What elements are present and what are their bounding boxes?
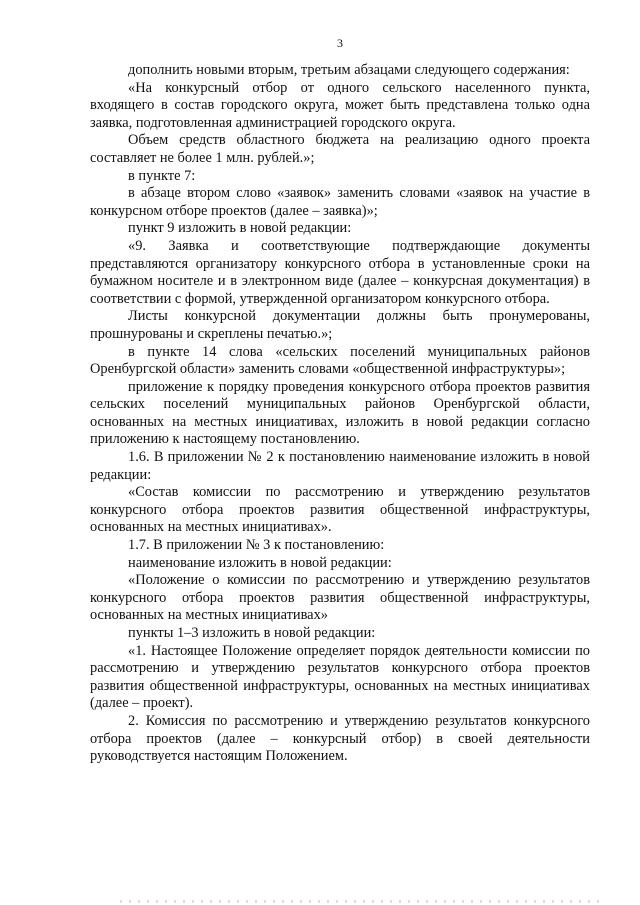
paragraph-9: в пункте 14 слова «сельских поселений муниципальных районов Оренбургской области» заменить словами «общественной инфраструктуры»; [90,343,590,378]
paragraph-8: Листы конкурсной документации должны быть пронумерованы, прошнурованы и скреплены печатью.»; [90,308,590,342]
paragraph-13: 1.7. В приложении № 3 к постановлению: [128,537,385,554]
paragraph-16: пункты 1–3 изложить в новой редакции: [128,625,376,641]
paragraph-6: пункт 9 изложить в новой редакции: [128,220,352,237]
page-number: 3 [337,36,343,50]
paragraph-1: дополнить новыми вторым, третьим абзацами следующего содержания: [128,62,570,78]
paragraph-15: «Положение о комиссии по рассмотрению и утверждению результатов конкурсного отбора проектов развития общественной инфраструктуры, основанных на местных инициативах» [90,572,590,624]
paragraph-4: в пункте 7: [128,167,196,184]
paragraph-2: «На конкурсный отбор от одного сельского населенного пункта, входящего в состав городского округа, может быть представлена только одна заявка, подготовленная администрацией городского округа. [90,79,590,131]
paragraph-7: «9. Заявка и соответствующие подтверждающие документы представляются организатору конкурсного отбора в установленные сроки на бумажном носителе и в электронном виде (далее – конкурсная документация) в соответствии с формой, утвержденной организатором конкурсного отбора. [90,237,590,307]
paragraph-12: «Состав комиссии по рассмотрению и утверждению результатов конкурсного отбора проектов развития общественной инфраструктуры, основанных на местных инициативах». [90,484,590,536]
paragraph-18: 2. Комиссия по рассмотрению и утверждению результатов конкурсного отбора проектов (далее – конкурсный отбор) в своей деятельности руководствуется настоящим Положением. [90,712,590,765]
document-body [90,62,590,766]
paragraph-3: Объем средств областного бюджета на реализацию одного проекта составляет не более 1 млн. рублей.»; [90,132,590,166]
paragraph-17: «1. Настоящее Положение определяет порядок деятельности комиссии по рассмотрению и утверждению результатов конкурсного отбора проектов развития общественной инфраструктуры, основанных на местных инициативах (далее – проект). [90,642,590,712]
paragraph-5: в абзаце втором слово «заявок» заменить словами «заявок на участие в конкурсном отборе проектов (далее – заявка)»; [90,185,590,219]
paragraph-14: наименование изложить в новой редакции: [128,554,392,571]
paragraph-11: 1.6. В приложении № 2 к постановлению наименование изложить в новой редакции: [90,449,590,483]
paragraph-10: приложение к порядку проведения конкурсного отбора проектов развития сельских поселений муниципальных районов Оренбургской области, основанных на местных инициативах, изложить в новой редакции согласно приложению к настоящему постановлению. [90,378,590,448]
scan-edge-artifact [120,900,600,903]
